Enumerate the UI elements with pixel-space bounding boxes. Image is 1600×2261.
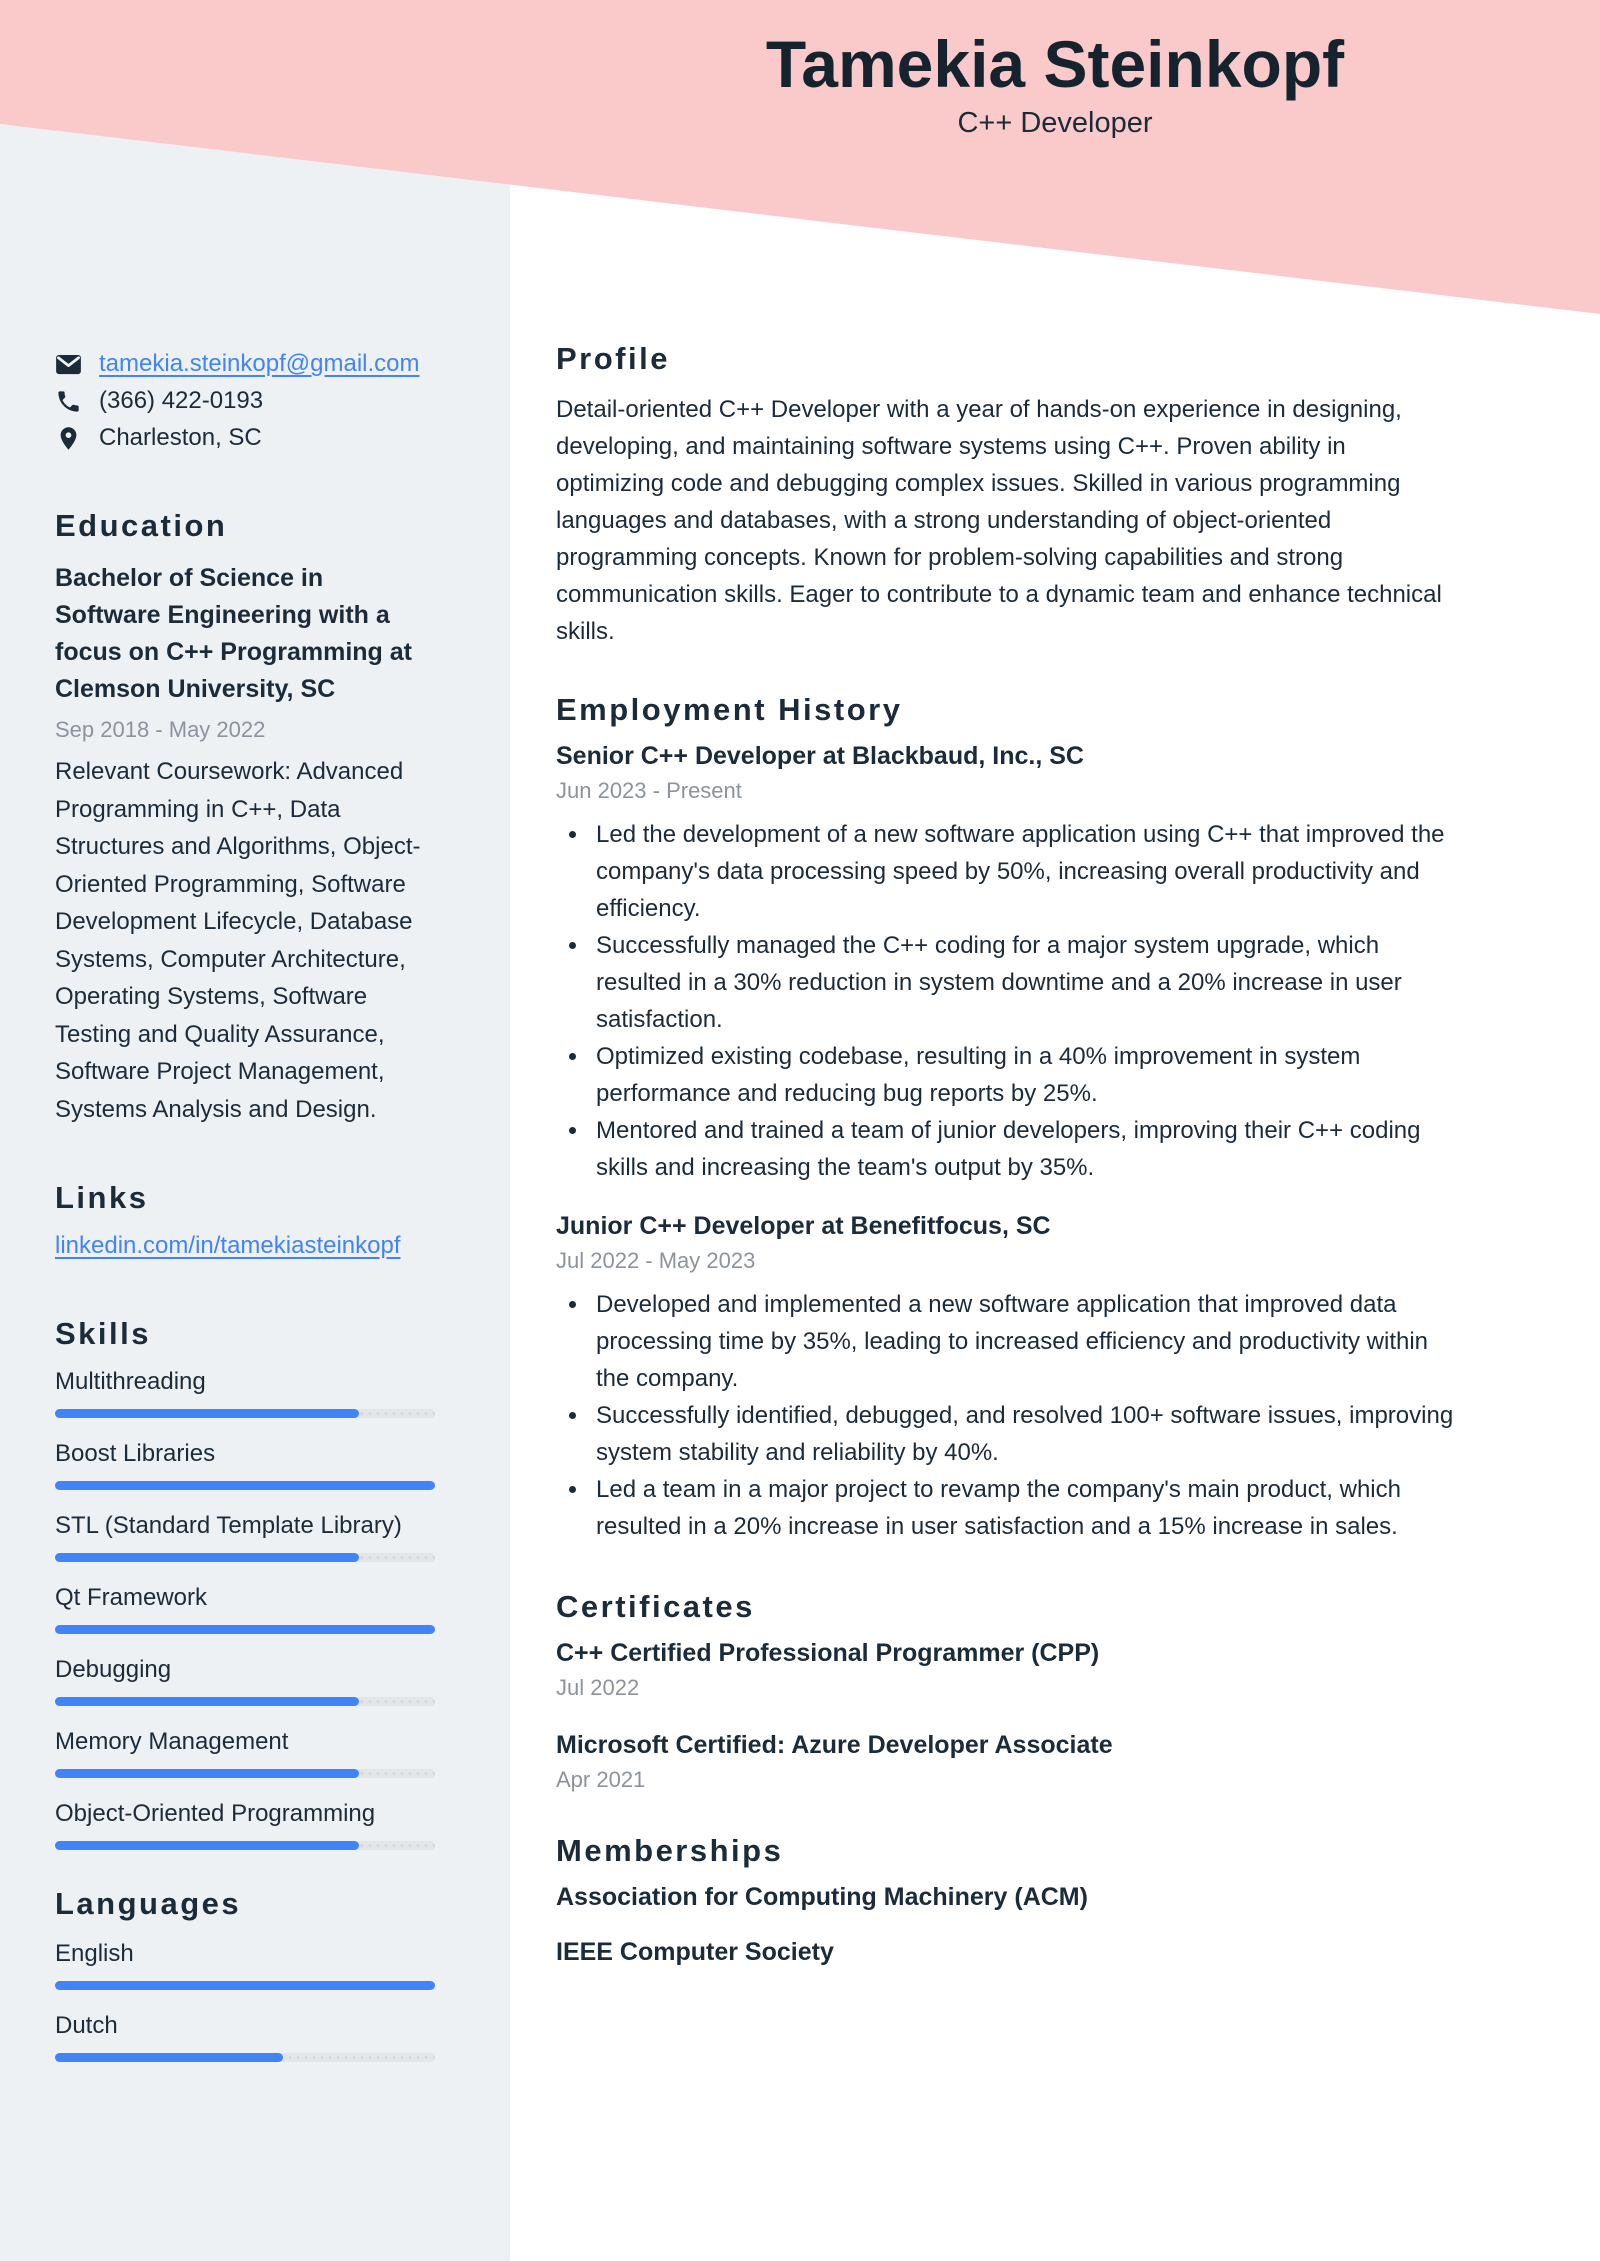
job-bullet: • Led a team in a major project to revamp the company's main product, which resulted in a 20% increase in user satisfaction and a 15% increase in sales. bbox=[590, 1471, 1460, 1545]
profile-heading: Profile bbox=[556, 341, 670, 376]
phone-number: (366) 422-0193 bbox=[99, 387, 264, 414]
header bbox=[510, 0, 1600, 140]
contact-location-row bbox=[55, 424, 435, 452]
job-bullet-list bbox=[556, 816, 1460, 1186]
certificate-title: Microsoft Certified: Azure Developer Associate bbox=[556, 1731, 1113, 1759]
links-section bbox=[55, 1180, 435, 1260]
skill-label: Qt Framework bbox=[55, 1584, 208, 1611]
certificate-entry bbox=[556, 1639, 1460, 1701]
language-bar-track bbox=[55, 1981, 435, 1990]
certificates-heading: Certificates bbox=[556, 1589, 755, 1624]
language-label: English bbox=[55, 1940, 134, 1967]
education-section bbox=[55, 508, 435, 1128]
language-item bbox=[55, 2012, 435, 2062]
language-bar-fill bbox=[55, 2053, 283, 2062]
job-bullet: • Successfully identified, debugged, and resolved 100+ software issues, improving system stability and reliability by 40%. bbox=[590, 1397, 1460, 1471]
language-bar-track bbox=[55, 2053, 435, 2062]
languages-heading: Languages bbox=[55, 1886, 242, 1921]
phone-icon bbox=[55, 388, 82, 415]
profile-section bbox=[556, 341, 1460, 650]
main-content bbox=[510, 0, 1600, 1993]
skill-label: Object-Oriented Programming bbox=[55, 1800, 376, 1827]
job-entry bbox=[556, 742, 1460, 1186]
contact-phone-row bbox=[55, 387, 435, 415]
skill-bar-fill bbox=[55, 1409, 359, 1418]
skill-bar-track bbox=[55, 1481, 435, 1490]
job-bullet: • Optimized existing codebase, resulting in a 40% improvement in system performance and reducing bug reports by 25%. bbox=[590, 1038, 1460, 1112]
skill-bar-fill bbox=[55, 1481, 435, 1490]
job-bullet: • Successfully managed the C++ coding for a major system upgrade, which resulted in a 30% reduction in system downtime and a 20% increase in user satisfaction. bbox=[590, 927, 1460, 1038]
sidebar bbox=[0, 0, 510, 2261]
skill-label: Memory Management bbox=[55, 1728, 289, 1755]
skill-bar-track bbox=[55, 1409, 435, 1418]
certificates-section bbox=[556, 1589, 1460, 1793]
profile-text: Detail-oriented C++ Developer with a year of hands-on experience in designing, developing, and maintaining software systems using C++. Proven ability in optimizing code and debugging complex issues. Skilled in various programming languages and databases, with a strong understanding of object-oriented programming concepts. Known for problem-solving capabilities and strong communication skills. Eager to contribute to a dynamic team and enhance technical skills. bbox=[556, 396, 1442, 645]
skills-heading: Skills bbox=[55, 1316, 151, 1351]
email-link[interactable]: tamekia.steinkopf@gmail.com bbox=[99, 350, 420, 377]
email-icon bbox=[55, 351, 82, 378]
location-text: Charleston, SC bbox=[99, 424, 262, 451]
skill-bar-fill bbox=[55, 1841, 359, 1850]
skill-bar-fill bbox=[55, 1553, 359, 1562]
degree-title: Bachelor of Science in Software Engineering with a focus on C++ Programming at Clemson University, SC bbox=[55, 564, 413, 703]
skill-item bbox=[55, 1800, 435, 1850]
job-title-line: Senior C++ Developer at Blackbaud, Inc., SC bbox=[556, 742, 1084, 770]
skill-bar-fill bbox=[55, 1625, 435, 1634]
language-label: Dutch bbox=[55, 2012, 118, 2039]
certificate-title: C++ Certified Professional Programmer (CPP) bbox=[556, 1639, 1100, 1667]
skills-section bbox=[55, 1316, 435, 1850]
certificate-date: Jul 2022 bbox=[556, 1675, 640, 1700]
links-heading: Links bbox=[55, 1180, 149, 1215]
skill-item bbox=[55, 1368, 435, 1418]
education-heading: Education bbox=[55, 508, 228, 543]
job-bullet: • Developed and implemented a new software application that improved data processing time by 35%, leading to increased efficiency and productivity within the company. bbox=[590, 1286, 1460, 1397]
skill-item bbox=[55, 1440, 435, 1490]
skill-item bbox=[55, 1728, 435, 1778]
location-pin-icon bbox=[55, 425, 82, 452]
membership-entry: IEEE Computer Society bbox=[556, 1938, 834, 1966]
skill-label: Boost Libraries bbox=[55, 1440, 216, 1467]
skill-bar-fill bbox=[55, 1769, 359, 1778]
job-bullet-list bbox=[556, 1286, 1460, 1545]
education-coursework: Relevant Coursework: Advanced Programming in C++, Data Structures and Algorithms, Object-Oriented Programming, Software Development Lifecycle, Database Systems, Computer Architecture, Operating Systems, Software Testing and Quality Assurance, Software Project Management, Systems Analysis and Design. bbox=[55, 758, 421, 1123]
skill-item bbox=[55, 1512, 435, 1562]
job-bullet: • Mentored and trained a team of junior developers, improving their C++ coding skills and increasing the team's output by 35%. bbox=[590, 1112, 1460, 1186]
skill-bar-track bbox=[55, 1841, 435, 1850]
skill-label: STL (Standard Template Library) bbox=[55, 1512, 402, 1539]
job-dates: Jun 2023 - Present bbox=[556, 778, 742, 803]
employment-section bbox=[556, 692, 1460, 1545]
certificate-date: Apr 2021 bbox=[556, 1767, 646, 1792]
contact-block bbox=[55, 350, 435, 452]
job-title-line: Junior C++ Developer at Benefitfocus, SC bbox=[556, 1212, 1051, 1240]
memberships-section bbox=[556, 1833, 1460, 1967]
skill-bar-track bbox=[55, 1625, 435, 1634]
linkedin-link[interactable]: linkedin.com/in/tamekiasteinkopf bbox=[55, 1232, 401, 1259]
certificate-entry bbox=[556, 1731, 1460, 1793]
job-bullet: • Led the development of a new software application using C++ that improved the company's data processing speed by 50%, increasing overall productivity and efficiency. bbox=[590, 816, 1460, 927]
skill-label: Debugging bbox=[55, 1656, 172, 1683]
education-dates: Sep 2018 - May 2022 bbox=[55, 717, 266, 742]
contact-email-row bbox=[55, 350, 435, 378]
job-dates: Jul 2022 - May 2023 bbox=[556, 1248, 756, 1273]
skill-item bbox=[55, 1584, 435, 1634]
skill-bar-track bbox=[55, 1697, 435, 1706]
skill-bar-fill bbox=[55, 1697, 359, 1706]
skill-label: Multithreading bbox=[55, 1368, 206, 1395]
language-item bbox=[55, 1940, 435, 1990]
candidate-name: Tamekia Steinkopf bbox=[765, 27, 1345, 101]
skill-item bbox=[55, 1656, 435, 1706]
candidate-job-title: C++ Developer bbox=[957, 106, 1153, 139]
skill-bar-track bbox=[55, 1553, 435, 1562]
languages-section bbox=[55, 1886, 435, 2062]
memberships-heading: Memberships bbox=[556, 1833, 784, 1868]
language-bar-fill bbox=[55, 1981, 435, 1990]
membership-entry: Association for Computing Machinery (ACM) bbox=[556, 1883, 1088, 1911]
skill-bar-track bbox=[55, 1769, 435, 1778]
job-entry bbox=[556, 1212, 1460, 1545]
employment-heading: Employment History bbox=[556, 692, 903, 727]
